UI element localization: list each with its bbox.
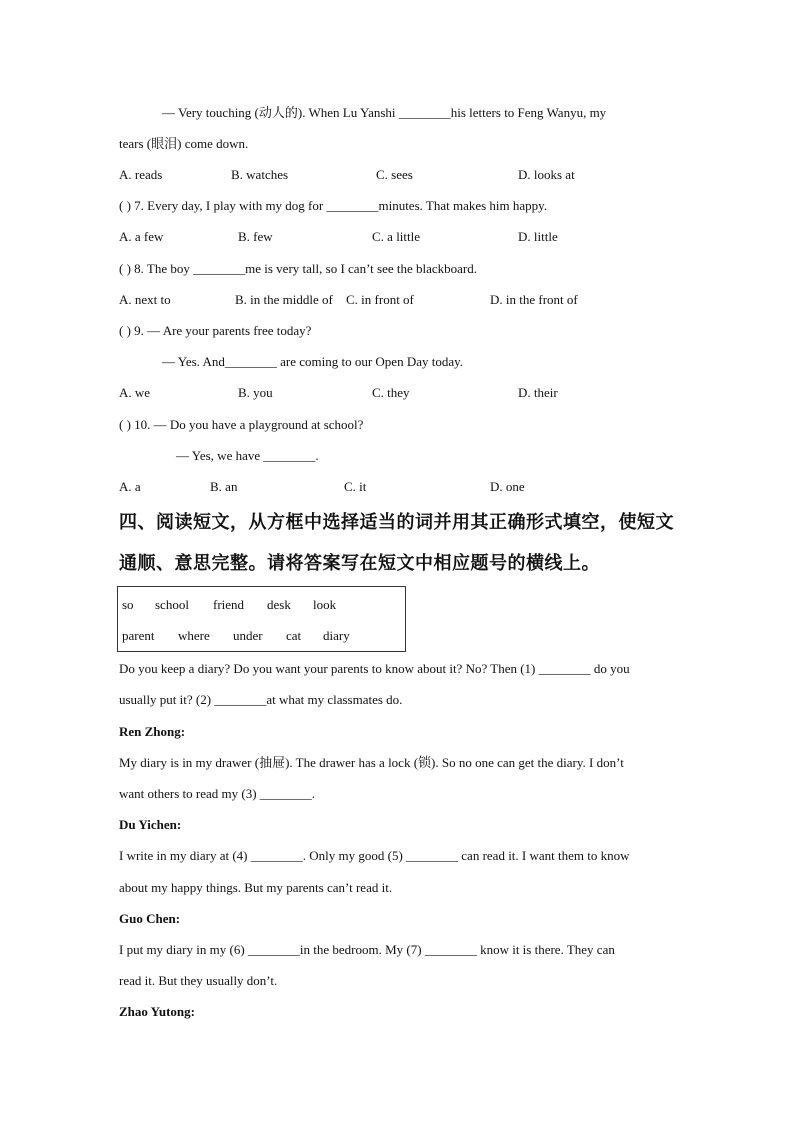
speaker3-line1: I put my diary in my (6) ________in the bedroom. My (7) ________ know it is there. They can [119, 942, 615, 957]
passage-intro-line2: usually put it? (2) ________at what my classmates do. [119, 692, 403, 707]
q9-option-a: A. we [119, 385, 151, 400]
word-bank-item: under [233, 628, 263, 643]
q8-option-d: D. in the front of [490, 292, 578, 307]
word-bank-item: friend [213, 597, 245, 612]
q10-option-c: C. it [344, 479, 367, 494]
speaker1-line2: want others to read my (3) ________. [119, 786, 316, 801]
q9-option-b: B. you [238, 385, 273, 400]
q6-line1: — Very touching (动人的). When Lu Yanshi ________his letters to Feng Wanyu, my [162, 105, 607, 120]
section4-heading-line2: 通顺、意思完整。请将答案写在短文中相应题号的横线上。 [119, 553, 600, 574]
q9-option-d: D. their [518, 385, 558, 400]
q10-option-a: A. a [119, 479, 141, 494]
q6-option-d: D. looks at [518, 167, 575, 182]
word-bank-item: look [313, 597, 337, 612]
speaker1-line1: My diary is in my drawer (抽屉). The drawer has a lock (锁). So no one can get the diary. I don’t [119, 755, 624, 770]
passage-intro-line1: Do you keep a diary? Do you want your parents to know about it? No? Then (1) ________ do you [119, 661, 630, 676]
word-bank-item: parent [122, 628, 155, 643]
speaker-name: Ren Zhong: [119, 724, 186, 739]
word-bank-item: desk [267, 597, 291, 612]
q10-stem: ( ) 10. — Do you have a playground at school? [119, 417, 364, 432]
q8-option-a: A. next to [119, 292, 171, 307]
speaker2-line2: about my happy things. But my parents can’t read it. [119, 880, 393, 895]
section4-heading-line1: 四、阅读短文，从方框中选择适当的词并用其正确形式填空，使短文 [119, 512, 674, 533]
q10-option-d: D. one [490, 479, 525, 494]
q8-option-c: C. in front of [346, 292, 414, 307]
q8-stem: ( ) 8. The boy ________me is very tall, so I can’t see the blackboard. [119, 261, 478, 276]
word-bank-box [117, 586, 406, 652]
speaker-name: Du Yichen: [119, 817, 182, 832]
q7-option-b: B. few [238, 229, 273, 244]
q7-option-c: C. a little [372, 229, 421, 244]
word-bank-item: so [122, 597, 134, 612]
q9-line2: — Yes. And________ are coming to our Open Day today. [162, 354, 464, 369]
q8-option-b: B. in the middle of [235, 292, 333, 307]
q9-option-c: C. they [372, 385, 410, 400]
q6-option-c: C. sees [376, 167, 413, 182]
q6-option-b: B. watches [231, 167, 289, 182]
q7-stem: ( ) 7. Every day, I play with my dog for ________minutes. That makes him happy. [119, 198, 548, 213]
word-bank-item: cat [286, 628, 302, 643]
speaker-name: Zhao Yutong: [119, 1004, 195, 1019]
q7-option-d: D. little [518, 229, 558, 244]
q7-option-a: A. a few [119, 229, 164, 244]
q10-option-b: B. an [210, 479, 238, 494]
speaker-name: Guo Chen: [119, 911, 181, 926]
q10-line2: — Yes, we have ________. [176, 448, 319, 463]
speaker2-line1: I write in my diary at (4) ________. Only my good (5) ________ can read it. I want them to know [119, 848, 630, 863]
q6-option-a: A. reads [119, 167, 163, 182]
word-bank-item: diary [323, 628, 350, 643]
q9-stem: ( ) 9. — Are your parents free today? [119, 323, 312, 338]
word-bank-item: where [178, 628, 210, 643]
word-bank-item: school [155, 597, 189, 612]
q6-line2: tears (眼泪) come down. [119, 136, 249, 151]
speaker3-line2: read it. But they usually don’t. [119, 973, 278, 988]
